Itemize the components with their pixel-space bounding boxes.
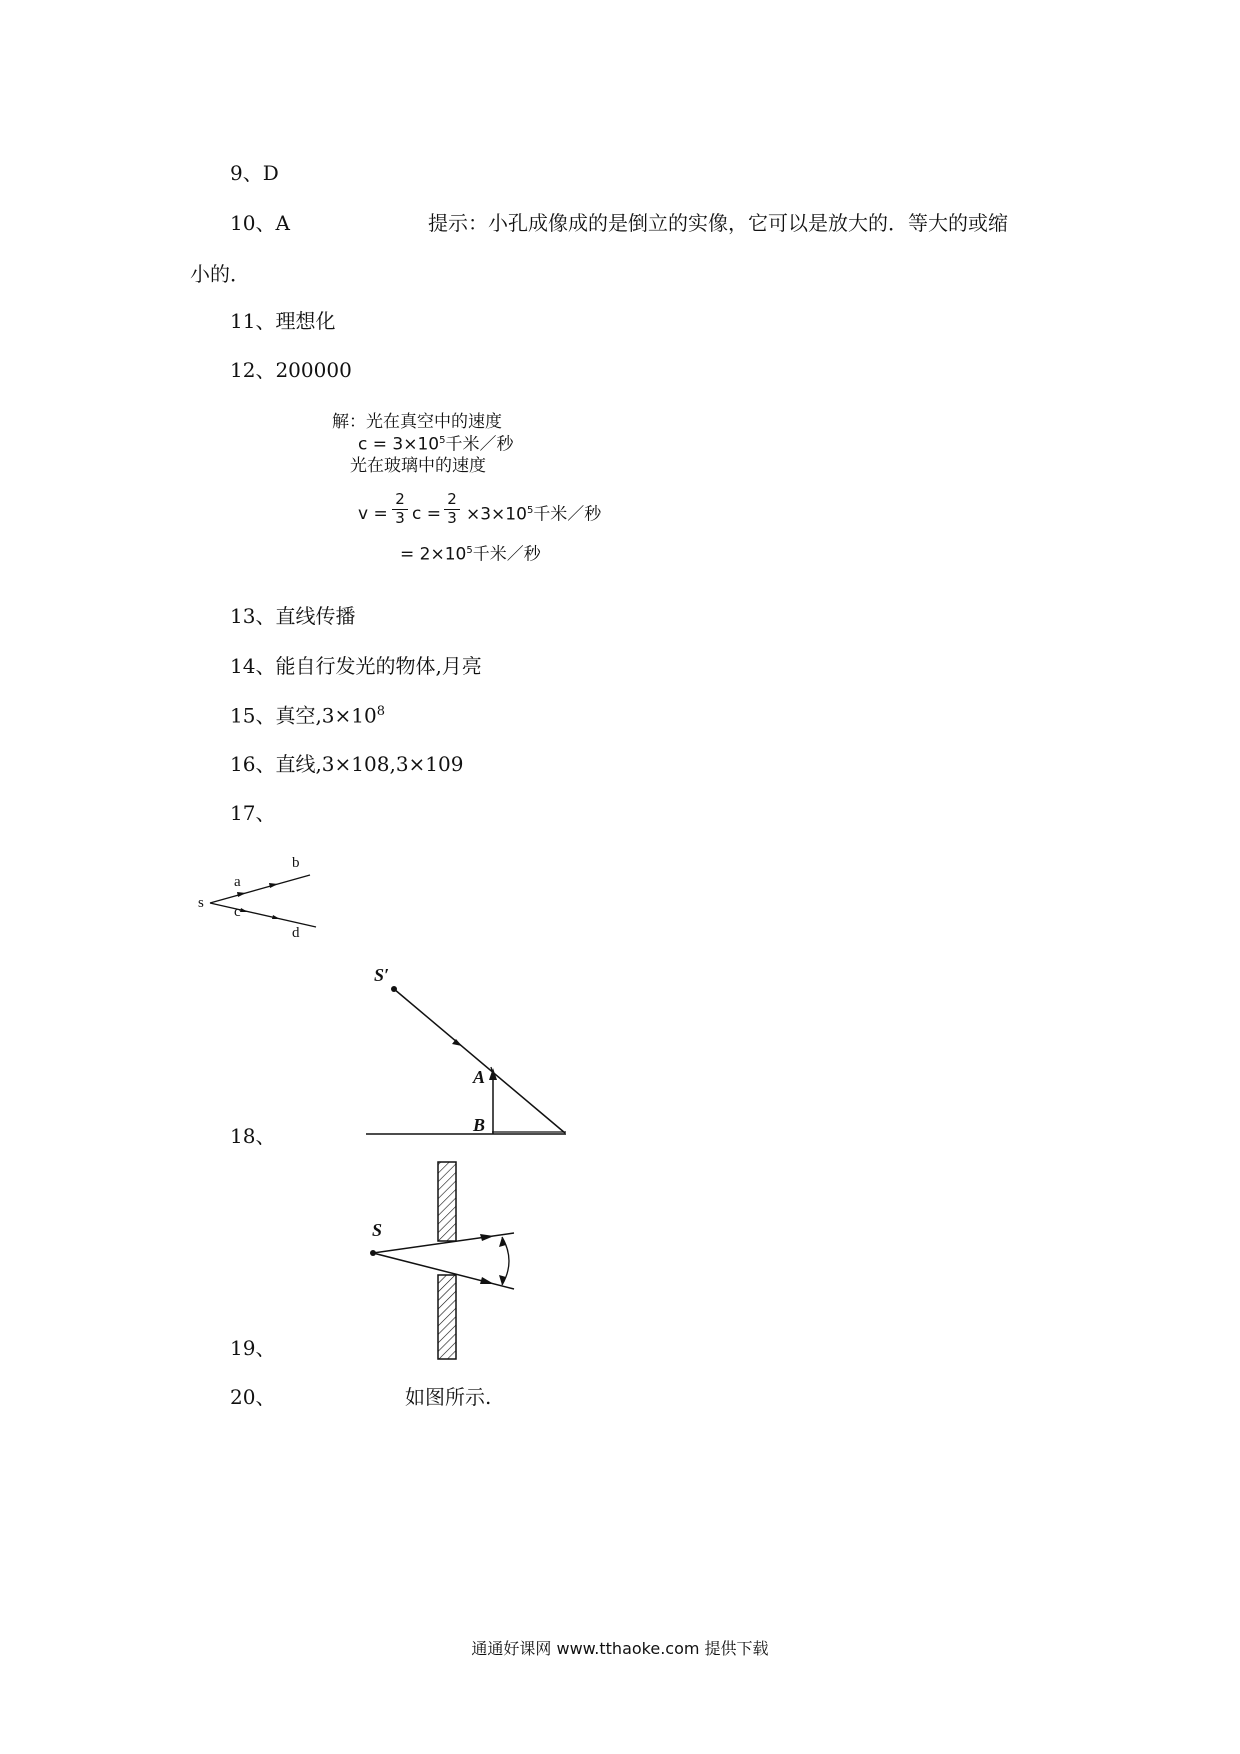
fraction-2 — [444, 492, 460, 527]
result-exp: 5 — [466, 545, 473, 556]
fig18-label-b: B — [473, 1115, 486, 1135]
solution-line3: 光在玻璃中的速度 — [350, 456, 486, 476]
solution-c-formula — [358, 436, 513, 454]
fraction-2-num: 2 — [447, 490, 457, 508]
answer-12: 12、200000 — [230, 358, 352, 382]
answer-15-exp: 8 — [376, 704, 386, 719]
v-unit: 千米／秒 — [533, 504, 602, 525]
answer-20-number: 20、 — [230, 1385, 276, 1409]
fig17-label-b: b — [292, 855, 300, 871]
answer-13: 13、直线传播 — [230, 604, 356, 628]
answer-19: 19、 — [230, 1336, 276, 1360]
answer-16: 16、直线,3×108,3×109 — [230, 752, 464, 776]
times: ×3×10 — [466, 504, 527, 525]
solution-line1: 解：光在真空中的速度 — [332, 412, 502, 432]
fig19-label-s: S — [372, 1220, 383, 1240]
figure-18 — [366, 962, 606, 1152]
c-eq: c = 3×10 — [358, 434, 440, 455]
answer-11: 11、理想化 — [230, 309, 336, 333]
fig18-label-s-prime: S′ — [374, 965, 390, 985]
fraction-2-den: 3 — [447, 508, 457, 527]
answer-15-text: 15、真空,3×10 — [230, 703, 377, 728]
answer-20-text: 如图所示. — [405, 1385, 492, 1409]
fig17-label-a: a — [234, 874, 241, 890]
fraction-1 — [392, 492, 408, 527]
answer-10-hint-line2: 小的． — [190, 262, 250, 286]
fig18-label-a: A — [473, 1067, 486, 1087]
figure-17 — [194, 855, 334, 945]
answer-10-hint-line1: 提示：小孔成像成的是倒立的实像，它可以是放大的．等大的或缩 — [428, 211, 1008, 235]
footer-source: 通通好课网 www.tthaoke.com 提供下载 — [471, 1639, 769, 1658]
c-sym: c = — [412, 504, 441, 524]
c-exp: 5 — [439, 435, 446, 446]
fig17-label-s: s — [198, 895, 204, 911]
times-exp: 5 — [526, 505, 534, 516]
fraction-1-num: 2 — [395, 490, 405, 508]
figure-19 — [366, 1160, 566, 1360]
answer-18: 18、 — [230, 1124, 276, 1148]
result-unit: 千米／秒 — [472, 544, 541, 565]
answer-17: 17、 — [230, 801, 276, 825]
answer-15 — [230, 705, 385, 726]
answer-9: 9、D — [230, 161, 279, 185]
v-eq: v = — [358, 504, 388, 524]
answer-14: 14、能自行发光的物体,月亮 — [230, 654, 482, 678]
result: = 2×10 — [400, 544, 467, 565]
c-unit: 千米／秒 — [445, 434, 514, 455]
times-formula — [466, 506, 601, 524]
fig17-label-d: d — [292, 925, 300, 941]
answer-10-number: 10、A — [230, 211, 290, 235]
fraction-1-den: 3 — [395, 508, 405, 527]
fig17-label-c: c — [234, 904, 241, 920]
result-formula — [400, 546, 541, 564]
